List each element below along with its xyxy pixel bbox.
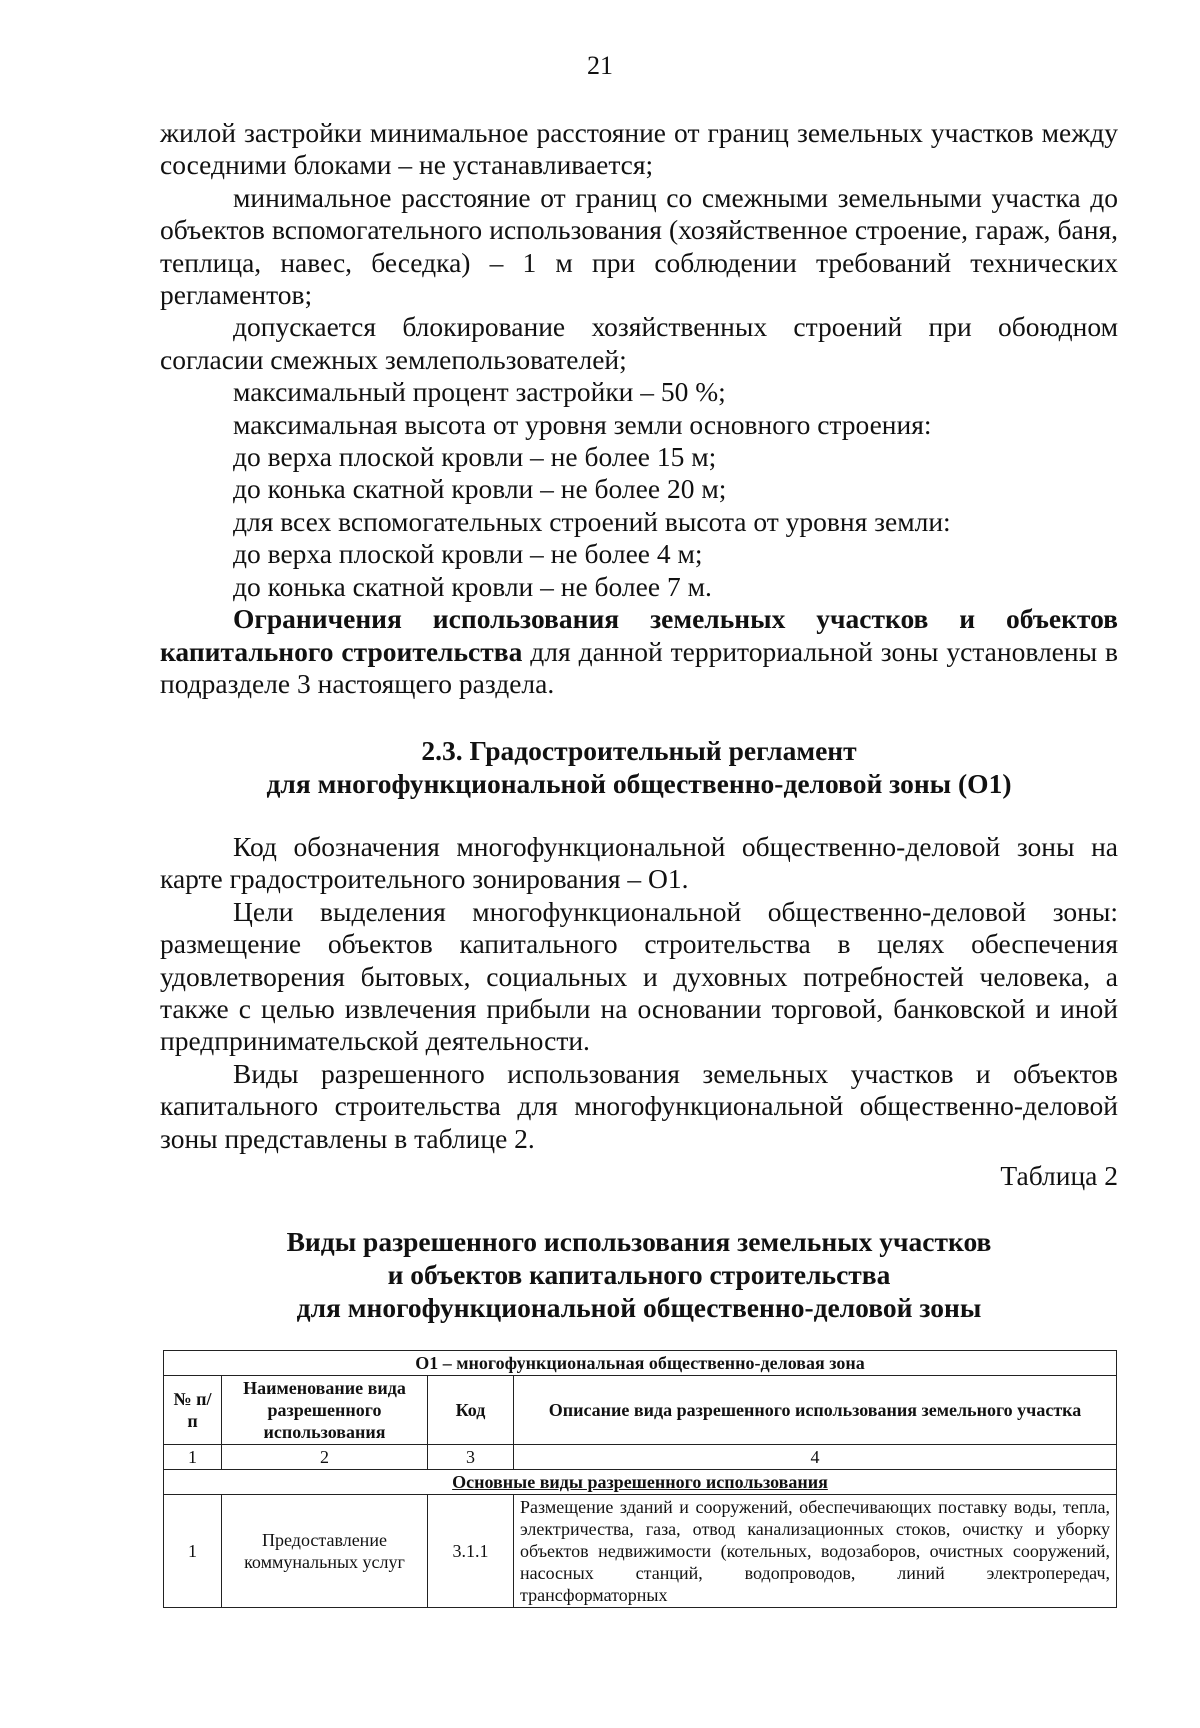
column-number-row — [164, 1445, 1117, 1470]
zone-header: О1 – многофункциональная общественно-деловая зона — [164, 1351, 1117, 1376]
column-number: 2 — [222, 1445, 428, 1470]
subheader: Основные виды разрешенного использования — [164, 1470, 1117, 1495]
table-title-line: и объектов капитального строительства — [387, 1259, 891, 1290]
paragraph: допускается блокирование хозяйственных строений при обоюдном согласии смежных землепользователей; — [160, 311, 1118, 375]
section-title-line: для многофункциональной общественно-деловой зоны (О1) — [266, 768, 1012, 799]
paragraph: до верха плоской кровли – не более 4 м; — [233, 538, 703, 570]
paragraph: Код обозначения многофункциональной общественно-деловой зоны на карте градостроительного зонирования – О1. — [160, 831, 1118, 895]
table-title — [160, 1225, 1118, 1324]
column-header-row — [164, 1376, 1117, 1445]
paragraph: до верха плоской кровли – не более 15 м; — [233, 441, 717, 473]
restrictions-paragraph — [160, 603, 1118, 700]
paragraph: до конька скатной кровли – не более 20 м; — [233, 473, 727, 505]
table-row — [164, 1495, 1117, 1608]
table-title-line: Виды разрешенного использования земельных участков — [286, 1226, 992, 1257]
column-number: 3 — [428, 1445, 514, 1470]
row-name: Предоставление коммунальных услуг — [222, 1495, 428, 1608]
paragraph: максимальный процент застройки – 50 %; — [233, 376, 726, 408]
row-code: 3.1.1 — [428, 1495, 514, 1608]
page-number: 21 — [587, 51, 613, 80]
restrictions-bold: Ограничения использования земельных участков и объектов капитального строительства — [160, 603, 1118, 667]
column-number: 1 — [164, 1445, 222, 1470]
body-text-top — [160, 117, 1118, 700]
paragraph: минимальное расстояние от границ со смежными земельными участка до объектов вспомогательного использования (хозяйственное строение, гараж, баня, теплица, навес, беседка) – 1 м при соблюдении требований технических регламентов; — [160, 181, 1118, 311]
regulation-table — [163, 1350, 1117, 1608]
subheader-row — [164, 1470, 1117, 1495]
paragraph: Виды разрешенного использования земельных участков и объектов капитального строительства для многофункциональной общественно-деловой зоны представлены в таблице 2. — [160, 1057, 1118, 1154]
paragraph: Цели выделения многофункциональной общественно-деловой зоны: размещение объектов капитального строительства в целях обеспечения удовлетворения бытовых, социальных и духовных потребностей человека, а также с целью извлечения прибыли на основании торговой, банковской и иной предпринимательской деятельности. — [160, 895, 1118, 1057]
table-title-line: для многофункциональной общественно-деловой зоны — [296, 1292, 982, 1323]
restrictions-rest: для данной территориальной зоны установлены в подразделе 3 настоящего раздела. — [160, 635, 1118, 699]
zone-header-row — [164, 1351, 1117, 1376]
section-title — [160, 734, 1118, 800]
header-num: № п/п — [164, 1376, 222, 1445]
paragraph: до конька скатной кровли – не более 7 м. — [233, 570, 712, 602]
paragraph: для всех вспомогательных строений высота от уровня земли: — [233, 505, 951, 537]
body-text-section — [160, 831, 1118, 1155]
row-num: 1 — [164, 1495, 222, 1608]
header-desc: Описание вида разрешенного использования земельного участка — [514, 1376, 1117, 1445]
section-title-line: 2.3. Градостроительный регламент — [421, 735, 857, 766]
paragraph: максимальная высота от уровня земли основного строения: — [233, 408, 932, 440]
header-code: Код — [428, 1376, 514, 1445]
table-label: Таблица 2 — [1000, 1160, 1118, 1191]
column-number: 4 — [514, 1445, 1117, 1470]
paragraph: жилой застройки минимальное расстояние от границ земельных участков между соседними блоками – не устанавливается; — [160, 117, 1118, 181]
header-name: Наименование вида разрешенного использования — [222, 1376, 428, 1445]
row-desc: Размещение зданий и сооружений, обеспечивающих поставку воды, тепла, электричества, газа, отвод канализационных стоков, очистку и уборку объектов недвижимости (котельных, водозаборов, очистных сооружений, насосных станций, водопроводов, линий электропередач, трансформаторных — [514, 1495, 1117, 1608]
